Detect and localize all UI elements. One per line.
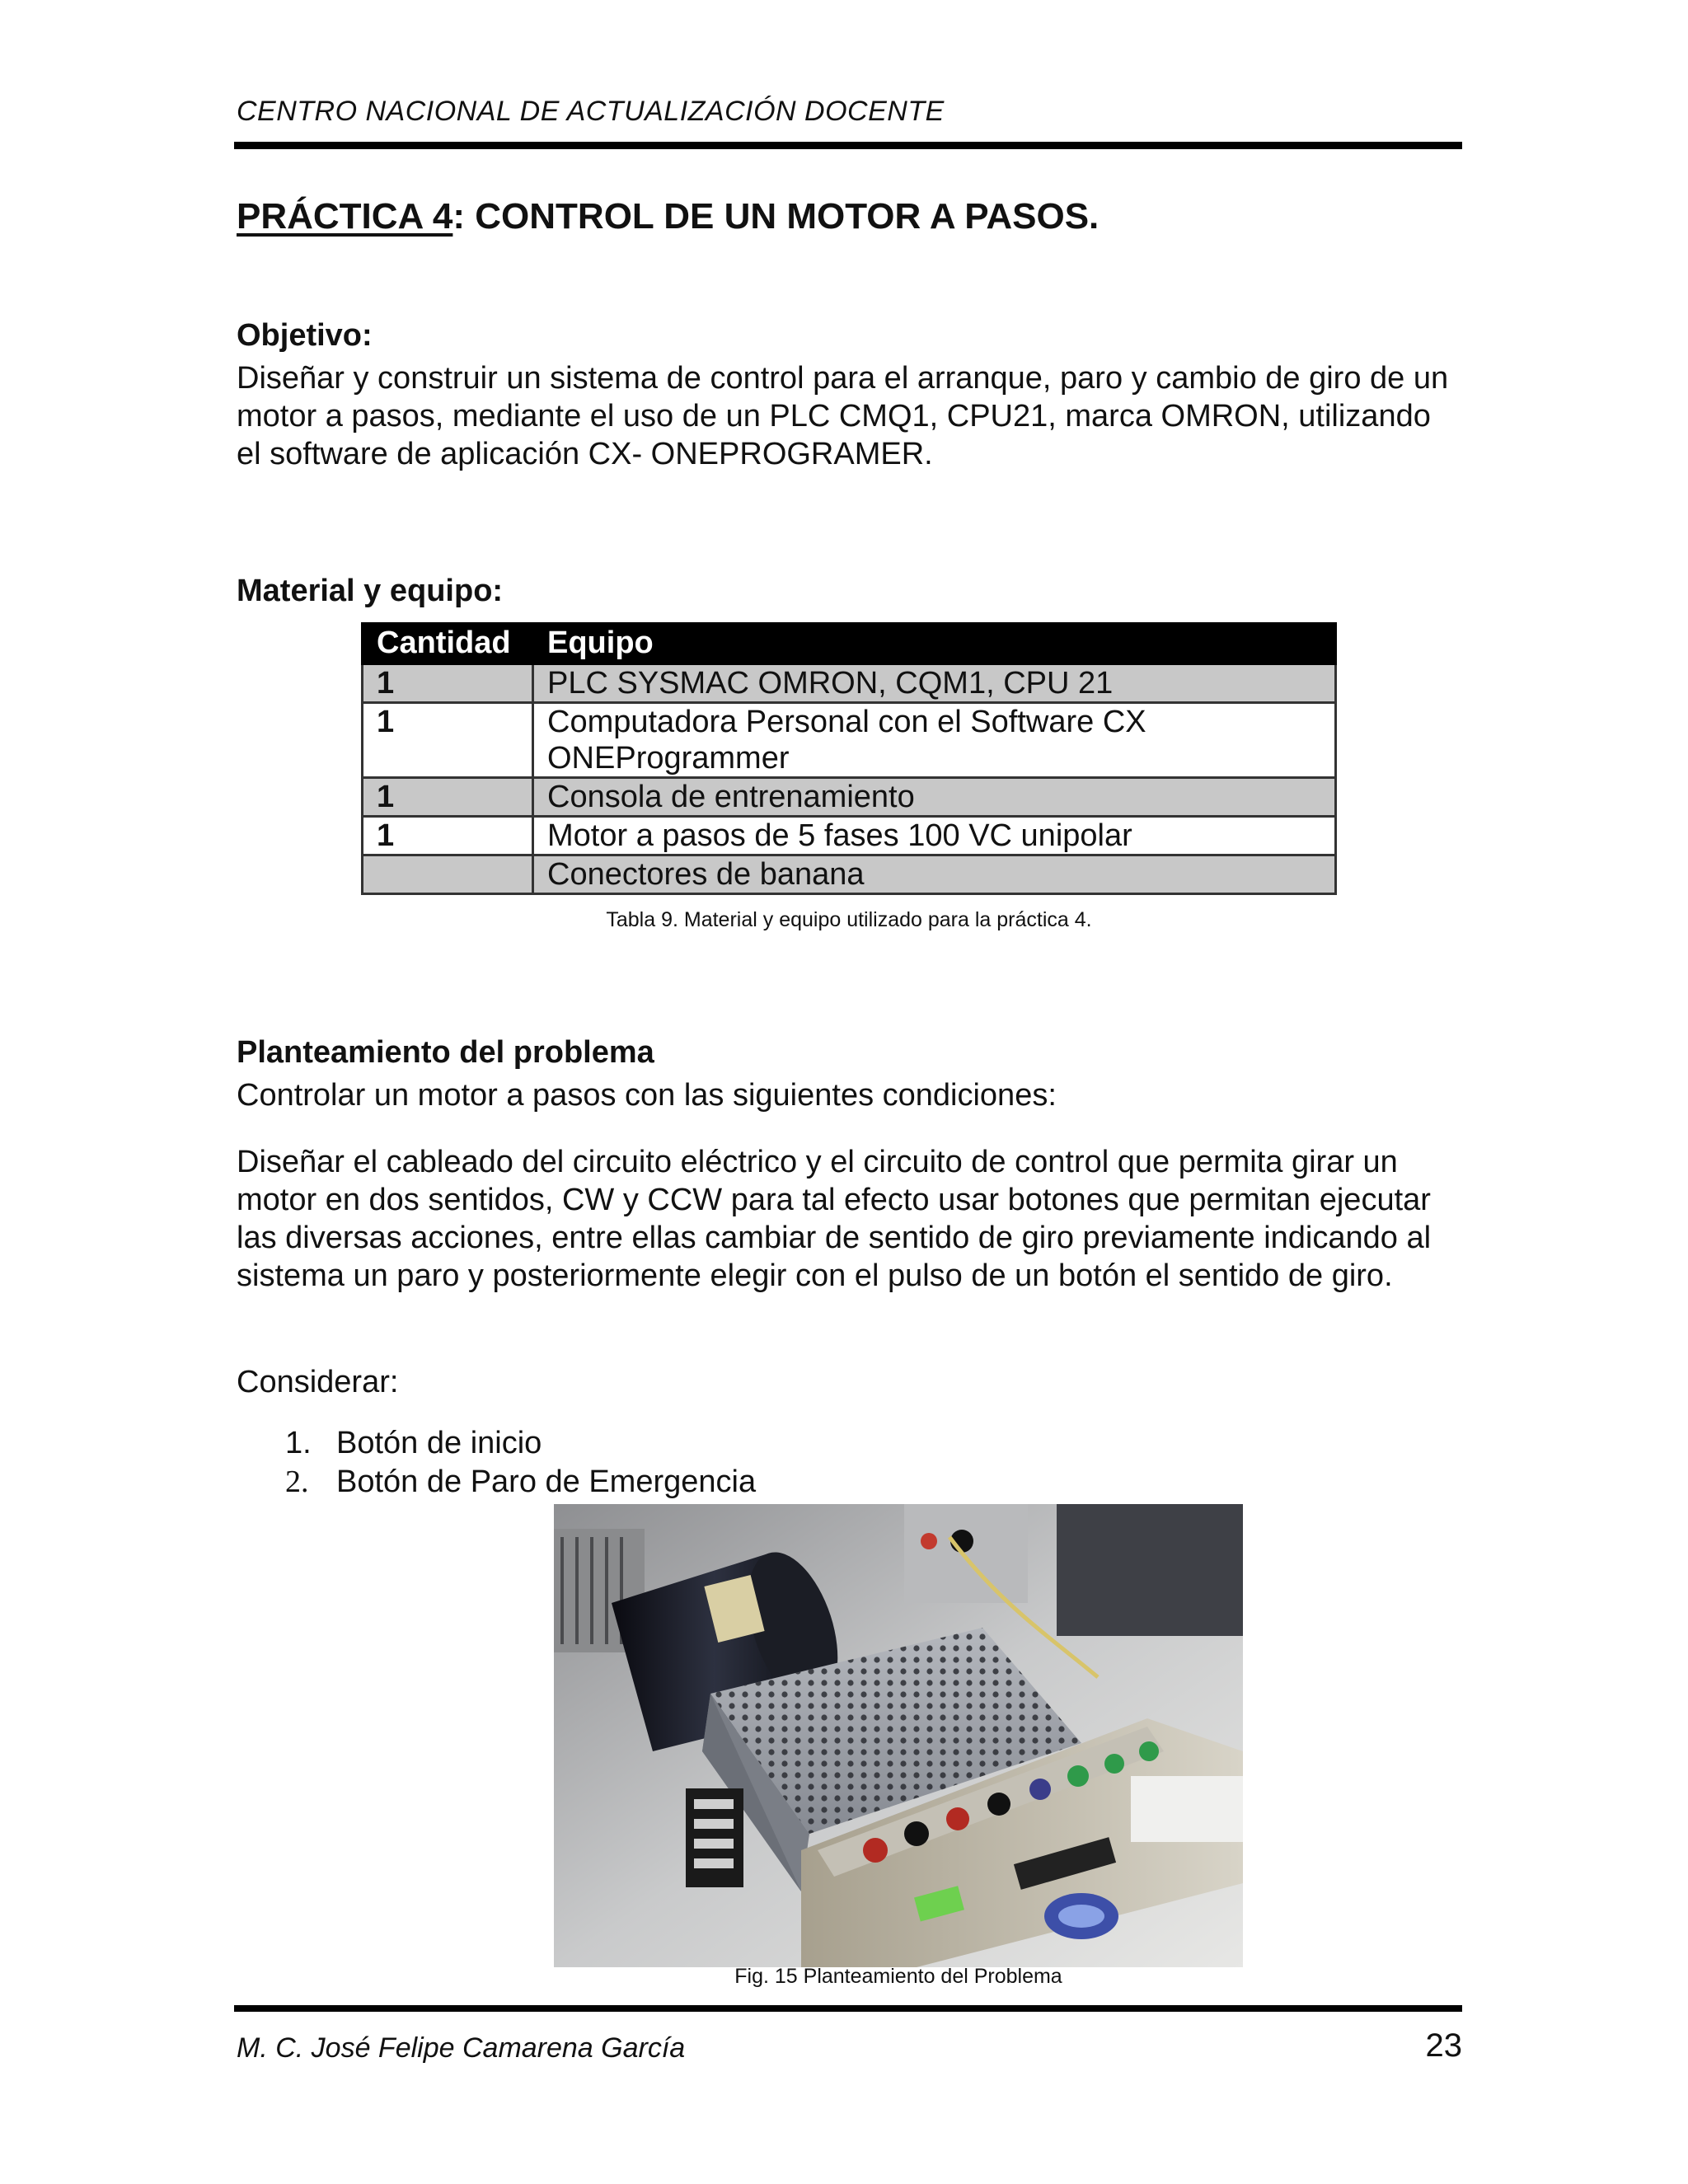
cell-quantity: 1 [363, 817, 533, 855]
page-title [237, 196, 1099, 237]
cell-equipment: Conectores de banana [533, 855, 1336, 894]
list-item [280, 1463, 756, 1502]
conditions-list [280, 1424, 756, 1502]
problem-body: Diseñar el cableado del circuito eléctrico y el circuito de control que permita girar un motor en dos sentidos, CW y CCW para tal efecto usar botones que permitan ejecutar las diversas acciones, entre ellas cambiar de sentido de giro previamente indicando al sistema un paro y posteriormente elegir con el pulso de un botón el sentido de giro. [237, 1145, 1432, 1293]
figure-caption: Fig. 15 Planteamiento del Problema [734, 1965, 1062, 1988]
table-row [363, 703, 1336, 778]
title-practice-number: PRÁCTICA 4 [237, 196, 453, 237]
header-rule [234, 142, 1462, 149]
cell-quantity: 1 [363, 778, 533, 817]
problem-heading: Planteamiento del problema [237, 1035, 654, 1070]
column-header-equipment: Equipo [533, 624, 1336, 664]
table-header-row [363, 624, 1336, 664]
list-text: Botón de inicio [336, 1426, 542, 1460]
list-number: 2. [285, 1465, 309, 1499]
figure-photo-stepper-motor-setup [554, 1504, 1243, 1967]
consider-label: Considerar: [237, 1365, 399, 1399]
cell-equipment: Motor a pasos de 5 fases 100 VC unipolar [533, 817, 1336, 855]
cell-equipment: PLC SYSMAC OMRON, CQM1, CPU 21 [533, 664, 1336, 703]
running-header: CENTRO NACIONAL DE ACTUALIZACIÓN DOCENTE [237, 96, 945, 127]
column-header-quantity: Cantidad [363, 624, 533, 664]
problem-intro: Controlar un motor a pasos con las siguientes condiciones: [237, 1078, 1057, 1113]
footer-author: M. C. José Felipe Camarena García [237, 2032, 686, 2064]
materials-table [361, 622, 1337, 895]
cell-equipment: Consola de entrenamiento [533, 778, 1336, 817]
cell-quantity: 1 [363, 703, 533, 778]
footer-rule [234, 2005, 1462, 2012]
table-row [363, 664, 1336, 703]
list-text: Botón de Paro de Emergencia [336, 1465, 757, 1499]
list-number: 1. [285, 1426, 312, 1460]
materials-heading: Material y equipo: [237, 574, 504, 608]
cell-quantity: 1 [363, 664, 533, 703]
page-number: 23 [1425, 2027, 1462, 2064]
objective-text: Diseñar y construir un sistema de control para el arranque, paro y cambio de giro de un motor a pasos, mediante el uso de un PLC CMQ1, CPU21, marca OMRON, utilizando el software de aplicación CX- ONEPROGRAMER. [237, 361, 1449, 471]
cell-equipment: Computadora Personal con el Software CX ONEProgrammer [533, 703, 1336, 778]
table-caption: Tabla 9. Material y equipo utilizado para la práctica 4. [606, 908, 1092, 931]
table-row [363, 855, 1336, 894]
cell-quantity [363, 855, 533, 894]
table-row [363, 817, 1336, 855]
objective-heading: Objetivo: [237, 318, 373, 353]
table-row [363, 778, 1336, 817]
title-text: : CONTROL DE UN MOTOR A PASOS. [452, 196, 1100, 237]
list-item [280, 1424, 756, 1463]
